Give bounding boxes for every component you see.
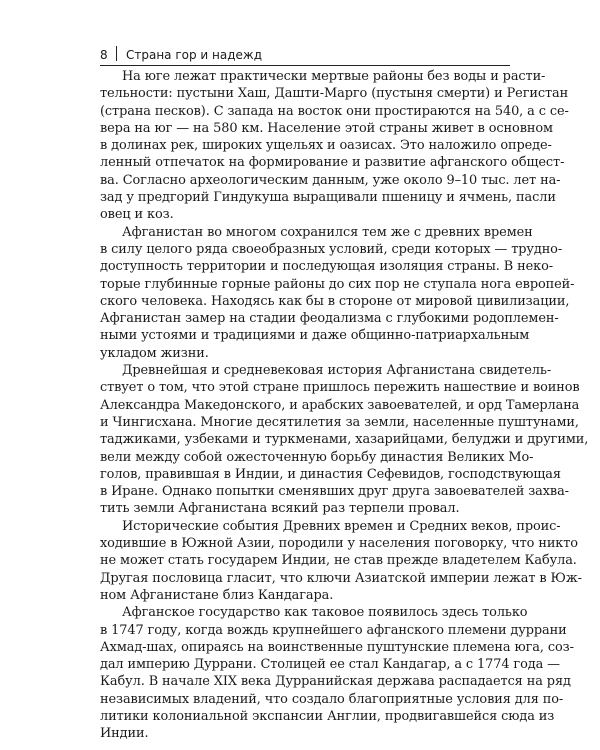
text-line: укладом жизни. [100,345,209,361]
text-line: На юге лежат практически мертвые районы без воды и расти- [122,69,546,84]
text-line: Ахмад-шах, опираясь на воинственные пуштунские племена юга, соз- [100,639,574,655]
text-line: дал империю Дуррани. Столицей ее стал Кандагар, а с 1774 года — [100,657,560,673]
text-line: в силу целого ряда своеобразных условий, среди которых — трудно- [100,241,563,257]
text-line: в 1747 году, когда вождь крупнейшего афганского племени дуррани [100,622,567,638]
running-header [100,44,510,66]
paragraph [100,604,574,742]
text-line: ствует о том, что этой стране пришлось пережить нашествие и воинов [100,380,580,396]
header-rule [100,65,510,66]
body-text [100,68,589,743]
text-line: Кабул. В начале XIX века Дурранийская держава распадается на ряд [100,674,571,690]
text-line: Александра Македонского, и арабских завоевателей, и орд Тамерлана [100,397,580,413]
text-line: не может стать государем Индии, не став прежде владетелем Кабула. [100,553,577,569]
text-line: независимых владений, что создало благоприятные условия для по- [100,691,564,707]
paragraph [100,518,582,604]
page-number: 8 [100,48,108,62]
paragraph [100,224,575,362]
text-line: Афганистан во многом сохранился тем же с древних времен [122,224,533,240]
text-line: Древнейшая и средневековая история Афганистана свидетель- [122,363,552,379]
text-line: ходившие в Южной Азии, породили у населения поговорку, что никто [100,536,578,552]
text-line: ского человека. Находясь как бы в стороне от мировой цивилизации, [100,293,570,309]
header-separator [116,46,117,61]
running-title: Страна гор и надежд [126,48,263,62]
text-line: овец и коз. [100,207,174,223]
text-line: Другая пословица гласит, что ключи Азиатской империи лежат в Юж- [100,570,582,586]
paragraph [100,68,569,224]
text-line: торые глубинные горные районы до сих пор не ступала нога европей- [100,276,575,292]
text-line: ном Афганистане близ Кандагара. [100,587,334,603]
text-line: тельности: пустыни Хаш, Дашти-Марго (пустыня смерти) и Регистан [100,86,569,102]
text-line: и Чингисхана. Многие десятилетия за земли, населенные пуштунами, [100,414,579,430]
text-line: в Иране. Однако попытки сменявших друг друга завоевателей захва- [100,484,569,500]
text-line: Индии. [100,726,149,742]
text-line: в долинах рек, широких ущельях и оазисах. Это наложило опреде- [100,138,552,154]
text-line: Афганское государство как таковое появилось здесь только [122,605,528,621]
text-line: тить земли Афганистана всякий раз терпели провал. [100,501,460,517]
text-line: доступность территории и последующая изоляция страны. В неко- [100,259,554,275]
text-line: литики колониальной экспансии Англии, продвигавшейся сюда из [100,708,555,724]
text-line: вера на юг — на 580 км. Население этой страны живет в основном [100,120,553,136]
text-line: голов, правившая в Индии, и династия Сефевидов, господствующая [100,466,561,482]
text-line: зад у предгорий Гиндукуша выращивали пшеницу и ячмень, пасли [100,190,556,206]
text-line: ными устоями и традициями и даже общинно-патриархальным [100,328,530,344]
text-line: вели между собой ожесточенную борьбу династия Великих Мо- [100,449,534,465]
text-line: Исторические события Древних времен и Средних веков, проис- [122,518,561,534]
text-line: ленный отпечаток на формирование и развитие афганского общест- [100,155,565,171]
text-line: (страна песков). С запада на восток они простираются на 540, а с се- [100,103,569,119]
text-line: Афганистан замер на стадии феодализма с глубокими родоплемен- [100,311,559,327]
text-line: ва. Согласно археологическим данным, уже около 9–10 тыс. лет на- [100,172,561,188]
paragraph [100,362,589,518]
text-line: таджиками, узбеками и туркменами, хазарийцами, белуджи и другими, [100,432,589,448]
